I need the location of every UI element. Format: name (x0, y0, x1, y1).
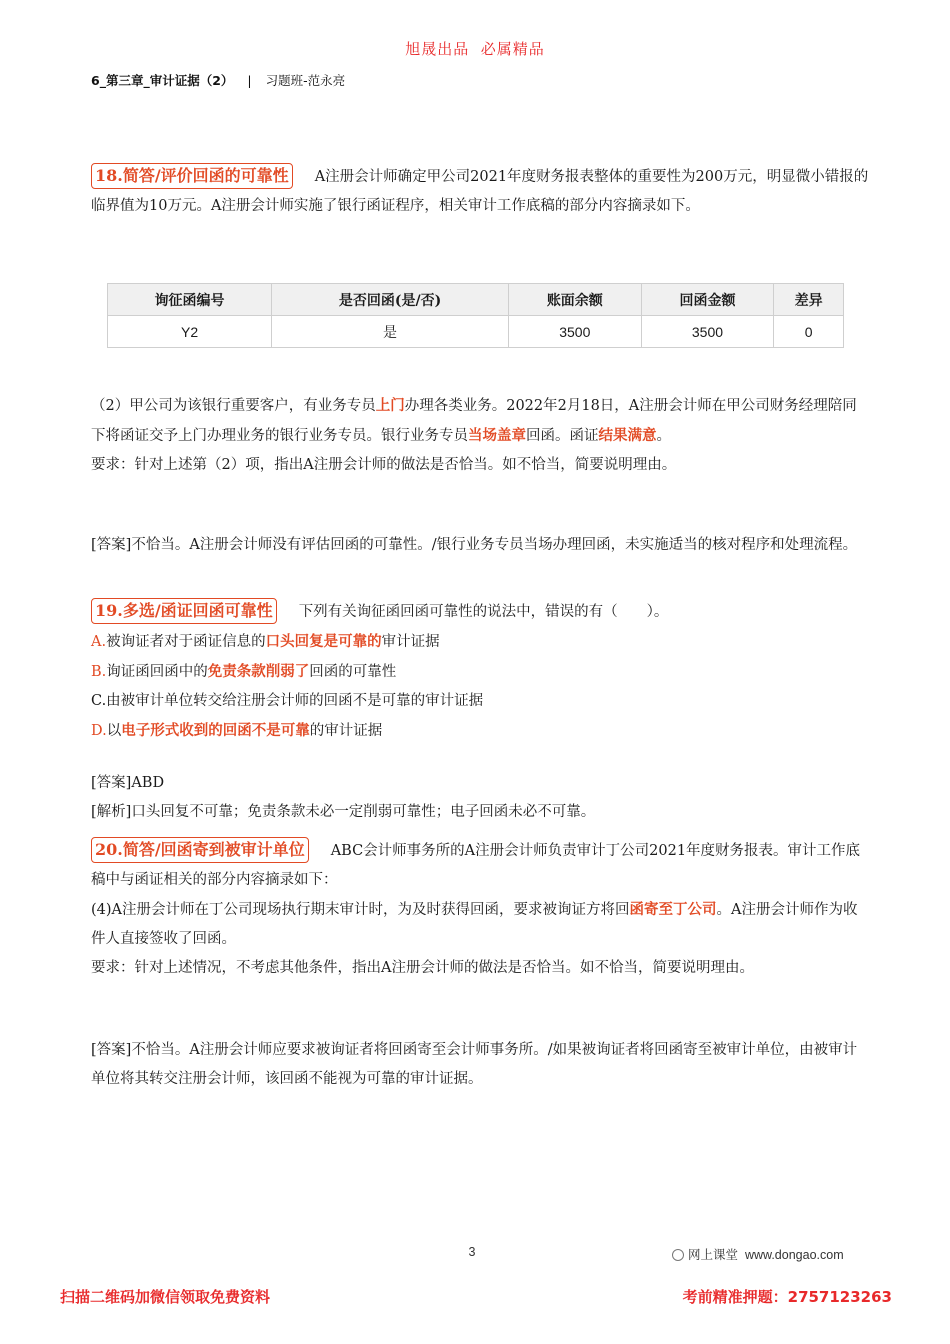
table-cell: 3500 (641, 316, 774, 348)
col-header: 账面余额 (509, 284, 642, 316)
promo-right: 考前精准押题：2757123263 (682, 1288, 892, 1306)
q20-answer: [答案]不恰当。A注册会计师应要求被询证者将回函寄至会计师事务所。/如果被询证者将回函寄至被审计单位，由被审计单位将其转交注册会计师，该回函不能视为可靠的审计证据。 (91, 1042, 858, 1087)
col-header: 差异 (774, 284, 844, 316)
q20-intro: ABC会计师事务所的A注册会计师负责审计丁公司2021年度财务报表。审计工作底稿中与函证相关的部分内容摘录如下： (91, 843, 861, 888)
table-cell: 3500 (509, 316, 642, 348)
highlight-text: 结果满意 (598, 427, 657, 444)
table-cell: 0 (774, 316, 844, 348)
q19-option-c: C.由被审计单位转交给注册会计师的回函不是可靠的审计证据 (91, 693, 484, 709)
q19-question: 下列有关询征函回函可靠性的说法中，错误的有（ ）。 (298, 604, 669, 620)
q19-block (91, 598, 871, 746)
q18-case-block (91, 391, 871, 480)
table-cell: Y2 (108, 316, 272, 348)
q20-requirement: 要求：针对上述情况，不考虑其他条件，指出A注册会计师的做法是否恰当。如不恰当，简要说明理由。 (91, 960, 754, 976)
q18-case: （2）甲公司为该银行重要客户，有业务专员上门办理各类业务。2022年2月18日，A注册会计师在甲公司财务经理陪同下将函证交予上门办理业务的银行业务专员。银行业务专员当场盖章回函。函证结果满意。 (91, 397, 857, 444)
q18-answer: [答案]不恰当。A注册会计师没有评估回函的可靠性。/银行业务专员当场办理回函，未实施适当的核对程序和处理流程。 (91, 537, 858, 553)
col-header: 回函金额 (641, 284, 774, 316)
q20-case: (4)A注册会计师在丁公司现场执行期末审计时，为及时获得回函，要求被询证方将回函寄至丁公司。A注册会计师作为收件人直接签收了回函。 (91, 901, 858, 947)
course-name: 习题班-范永亮 (265, 73, 346, 88)
q20-tag: 20.简答/回函寄到被审计单位 (91, 837, 309, 863)
page-header (91, 71, 345, 89)
q19-option-d: D.以电子形式收到的回函不是可靠的审计证据 (91, 722, 383, 739)
confirmation-table (107, 283, 844, 348)
q19-tag: 19.多选/函证回函可靠性 (91, 598, 277, 624)
page-number: 3 (468, 1245, 476, 1259)
chapter-title: 6_第三章_审计证据（2） (91, 73, 234, 88)
q19-answer: [答案]ABD (91, 775, 165, 791)
header-separator: | (247, 73, 252, 88)
site-logo: 网上课堂 www.dongao.com (672, 1245, 844, 1263)
dongao-logo-icon (672, 1249, 684, 1261)
table-row (108, 316, 844, 348)
col-header: 询征函编号 (108, 284, 272, 316)
highlight-text: 口头回复是可靠的 (265, 633, 382, 650)
table-cell: 是 (272, 316, 509, 348)
highlight-text: 免责条款削弱了 (207, 663, 310, 680)
highlight-text: 函寄至丁公司 (629, 901, 717, 918)
q18-intro: A注册会计师确定甲公司2021年度财务报表整体的重要性为200万元，明显微小错报的临界值为10万元。A注册会计师实施了银行函证程序，相关审计工作底稿的部分内容摘录如下。 (91, 169, 869, 214)
highlight-text: 上门 (375, 397, 405, 414)
col-header: 是否回函(是/否) (272, 284, 509, 316)
q20-block (91, 837, 871, 983)
promo-left: 扫描二维码加微信领取免费资料 (60, 1288, 271, 1306)
highlight-text: 当场盖章 (468, 427, 526, 444)
q19-answer-block (91, 769, 871, 827)
highlight-text: 电子形式收到的回函不是可靠 (121, 722, 310, 739)
table-header-row (108, 284, 844, 316)
q18-tag: 18.简答/评价回函的可靠性 (91, 163, 293, 189)
q19-option-a: A.被询证者对于函证信息的口头回复是可靠的审计证据 (91, 633, 440, 650)
q19-analysis: [解析]口头回复不可靠；免责条款未必一定削弱可靠性；电子回函未必不可靠。 (91, 804, 596, 820)
q19-option-b: B.询证函回函中的免责条款削弱了回函的可靠性 (91, 663, 397, 680)
top-banner: 旭晟出品 必属精品 (405, 40, 545, 58)
q18-intro-block (91, 163, 871, 221)
q18-requirement: 要求：针对上述第（2）项，指出A注册会计师的做法是否恰当。如不恰当，简要说明理由。 (91, 457, 677, 473)
